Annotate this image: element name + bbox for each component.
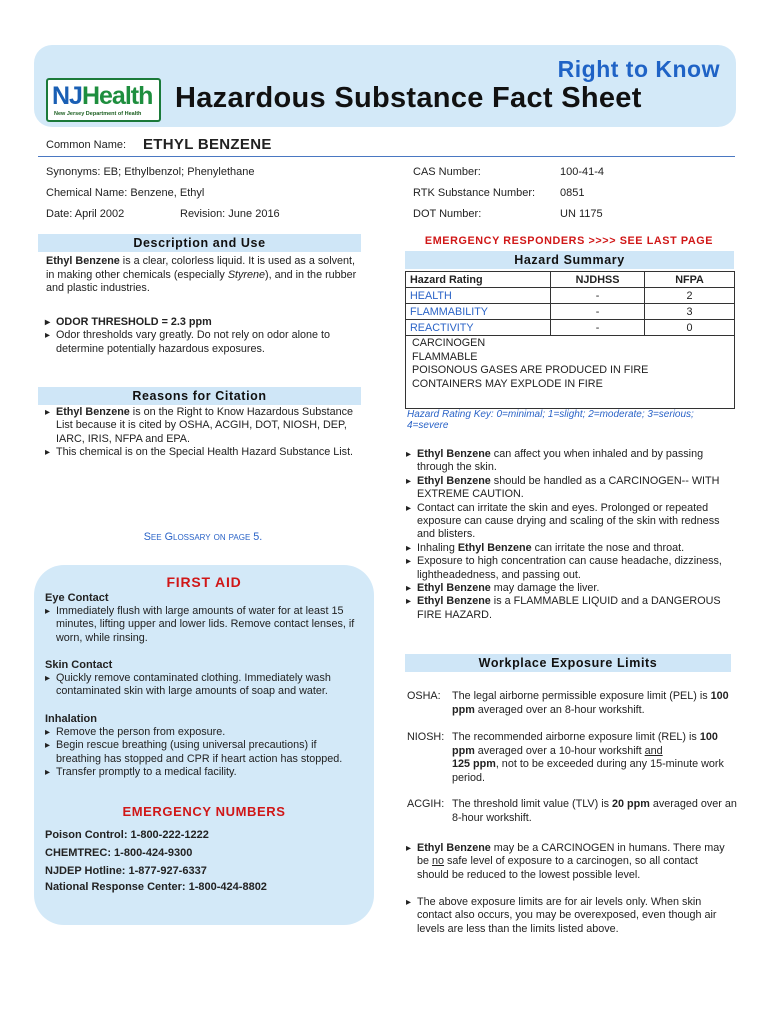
health-effect [405, 448, 731, 475]
logo-subtitle: New Jersey Department of Health [54, 111, 142, 117]
eye-contact-item: ▸ Immediately flush with large amounts of water for at least 15 minutes, lifting upper and lower lids. Remove contact lenses, if worn, while rinsing. [44, 605, 364, 645]
note-no: no [432, 855, 445, 868]
substance-name: Ethyl Benzene [56, 406, 130, 418]
styrene-text: Styrene [227, 268, 266, 281]
niosh-text [452, 731, 737, 785]
citation-bullets [44, 406, 362, 460]
limit-value: 20 ppm [612, 798, 650, 810]
skin-contact-list [44, 672, 364, 699]
acgih-limit [407, 798, 737, 828]
limit-text: averaged over an 8-hour workshift. [452, 798, 737, 824]
hazard-note: CONTAINERS MAY EXPLODE IN FIRE [412, 377, 603, 390]
chemtrec: CHEMTREC: 1-800-424-9300 [45, 847, 193, 859]
page-title: Hazardous Substance Fact Sheet [175, 82, 642, 114]
hazard-summary-heading: Hazard Summary [405, 251, 734, 269]
synonyms: Synonyms: EB; Ethylbenzol; Phenylethane [46, 166, 255, 178]
inhalation-list [44, 726, 364, 780]
poison-control: Poison Control: 1-800-222-1222 [45, 829, 209, 841]
effect-text: Inhaling [417, 541, 458, 554]
description-bullets [44, 316, 362, 356]
substance-name: Ethyl Benzene [417, 448, 491, 460]
table-row [406, 320, 735, 336]
citation-item: ▸ This chemical is on the Special Health Hazard Substance List. [44, 446, 362, 459]
description-text [46, 255, 362, 296]
citation-text: is on the Right to Know Hazardous Substance List because it is cited by OSHA, ACGIH, DOT, NIOSH, DEP, IARC, IRIS, NFPA and EPA. [56, 406, 354, 445]
substance-name: Ethyl Benzene [417, 842, 491, 854]
dot-label: DOT Number: [413, 208, 482, 220]
common-name-value: ETHYL BENZENE [143, 136, 272, 153]
limits-note: ▸ The above exposure limits are for air levels only. When skin contact also occurs, you may be overexposed, even though air levels are less than the limits listed above. [405, 896, 731, 936]
citation-item [44, 406, 362, 446]
inhalation-item: ▸ Transfer promptly to a medical facility. [44, 766, 364, 779]
skin-contact-heading: Skin Contact [45, 659, 113, 671]
col-header-nfpa: NFPA [645, 272, 735, 288]
limits-notes [405, 842, 731, 882]
health-effect [405, 542, 731, 555]
nj-health-logo [46, 78, 161, 122]
limit-and: and [644, 744, 663, 757]
limit-text: , not to be exceeded during any 15-minute work period. [452, 758, 724, 784]
rating-nfpa: 3 [645, 304, 735, 320]
health-effect: ▸ Contact can irritate the skin and eyes. Prolonged or repeated exposure can cause drying and scaling of the skin with redness and blisters. [405, 502, 731, 542]
niosh-label: NIOSH: [407, 731, 445, 743]
rtk-value: 0851 [560, 187, 585, 199]
substance-name: Ethyl Benzene [417, 474, 491, 487]
health-effect [405, 475, 731, 502]
description-heading: Description and Use [38, 234, 361, 252]
inhalation-heading: Inhalation [45, 713, 97, 725]
limit-value: 125 ppm [452, 758, 496, 771]
divider [38, 156, 735, 157]
rating-name: FLAMMABILITY [406, 304, 551, 320]
emergency-responders-note: EMERGENCY RESPONDERS >>>> SEE LAST PAGE [424, 235, 714, 247]
note-text: safe level of exposure to a carcinogen, so all contact should be reduced to the lowest possible level. [417, 855, 698, 881]
effect-text: can affect you when inhaled and by passing through the skin. [417, 448, 704, 474]
glossary-link[interactable]: See Glossary on page 5. [143, 531, 263, 543]
limits-note [405, 842, 731, 882]
table-header-row [406, 272, 735, 288]
acgih-text [452, 798, 737, 825]
njdep-hotline: NJDEP Hotline: 1-877-927-6337 [45, 865, 207, 877]
logo-nj-text: NJ [52, 82, 82, 110]
niosh-limit [407, 731, 737, 787]
revision: Revision: June 2016 [180, 208, 280, 220]
first-aid-heading: FIRST AID [166, 574, 242, 590]
inhalation-item: ▸ Remove the person from exposure. [44, 726, 364, 739]
cas-label: CAS Number: [413, 166, 481, 178]
health-effect [405, 595, 731, 622]
limit-value: 100 ppm [452, 690, 729, 716]
substance-name: Ethyl Benzene [46, 255, 120, 267]
inhalation-item: ▸ Begin rescue breathing (using universal precautions) if breathing has stopped and CPR if heart action has stopped. [44, 739, 364, 766]
dot-value: UN 1175 [560, 208, 603, 220]
limit-text: The legal airborne permissible exposure limit (PEL) is [452, 690, 711, 702]
limit-text: The recommended airborne exposure limit (REL) is [452, 731, 700, 743]
effect-text: can irritate the nose and throat. [531, 541, 685, 554]
citation-heading: Reasons for Citation [38, 387, 361, 405]
note-text: may be a CARCINOGEN in humans. There may be [417, 842, 725, 868]
health-effects-list [405, 448, 731, 622]
limit-value: 100 ppm [452, 731, 718, 757]
hazard-table [405, 271, 735, 336]
effect-text: should be handled as a CARCINOGEN-- WITH EXTREME CAUTION. [417, 474, 720, 501]
substance-name: Ethyl Benzene [457, 541, 532, 554]
rating-njdhss: - [551, 288, 645, 304]
common-name-label: Common Name: [46, 139, 127, 151]
hazard-note: CARCINOGEN [412, 337, 486, 349]
limit-text: averaged over an 8-hour workshift. [474, 703, 645, 716]
osha-limit [407, 690, 737, 720]
limits-notes [405, 896, 731, 936]
health-effect [405, 582, 731, 595]
col-header-njdhss: NJDHSS [551, 272, 645, 288]
osha-text [452, 690, 737, 717]
effect-text: is a FLAMMABLE LIQUID and a DANGEROUS FIRE HAZARD. [417, 595, 721, 621]
rtk-label: RTK Substance Number: [413, 187, 536, 199]
limit-text: The threshold limit value (TLV) is [452, 798, 613, 810]
logo-health-text: Health [81, 82, 153, 110]
description-part: ), and in the rubber and plastic industries. [46, 268, 357, 295]
hazard-note: POISONOUS GASES ARE PRODUCED IN FIRE [412, 364, 649, 377]
health-effect: ▸ Exposure to high concentration can cause headache, dizziness, lightheadedness, and passing out. [405, 555, 731, 582]
odor-threshold: ▸ ODOR THRESHOLD = 2.3 ppm [44, 316, 362, 329]
effect-text: may damage the liver. [490, 582, 600, 595]
emergency-numbers-heading: EMERGENCY NUMBERS [122, 804, 286, 819]
acgih-label: ACGIH: [407, 798, 445, 810]
right-to-know-label: Right to Know [557, 56, 720, 82]
hazard-notes [405, 335, 735, 409]
skin-contact-item: ▸ Quickly remove contaminated clothing. Immediately wash contaminated skin with large amounts of soap and water. [44, 672, 364, 699]
chemical-name: Chemical Name: Benzene, Ethyl [46, 187, 205, 199]
limit-text: averaged over a 10-hour workshift [474, 744, 645, 757]
rating-nfpa: 2 [645, 288, 735, 304]
rating-name: HEALTH [406, 288, 551, 304]
hazard-note: FLAMMABLE [412, 350, 478, 363]
hazard-rating-key: Hazard Rating Key: 0=minimal; 1=slight; 2=moderate; 3=serious; 4=severe [407, 409, 694, 431]
table-row [406, 288, 735, 304]
eye-contact-list [44, 605, 364, 645]
national-response-center: National Response Center: 1-800-424-8802 [45, 881, 267, 893]
exposure-limits-heading: Workplace Exposure Limits [405, 654, 731, 672]
cas-value: 100-41-4 [560, 166, 605, 178]
col-header-rating: Hazard Rating [406, 272, 551, 288]
description-part: is a clear, colorless liquid. It is used as a solvent, in making other chemicals (especially [46, 255, 356, 281]
rating-njdhss: - [551, 304, 645, 320]
substance-name: Ethyl Benzene [417, 595, 491, 608]
table-row [406, 304, 735, 320]
substance-name: Ethyl Benzene [417, 582, 491, 595]
date: Date: April 2002 [46, 208, 125, 220]
rating-name: REACTIVITY [406, 320, 551, 336]
odor-note: ▸ Odor thresholds vary greatly. Do not rely on odor alone to determine potentially hazardous exposures. [44, 329, 362, 356]
osha-label: OSHA: [407, 690, 441, 702]
rating-nfpa: 0 [645, 320, 735, 336]
rating-njdhss: - [551, 320, 645, 336]
eye-contact-heading: Eye Contact [45, 592, 109, 604]
